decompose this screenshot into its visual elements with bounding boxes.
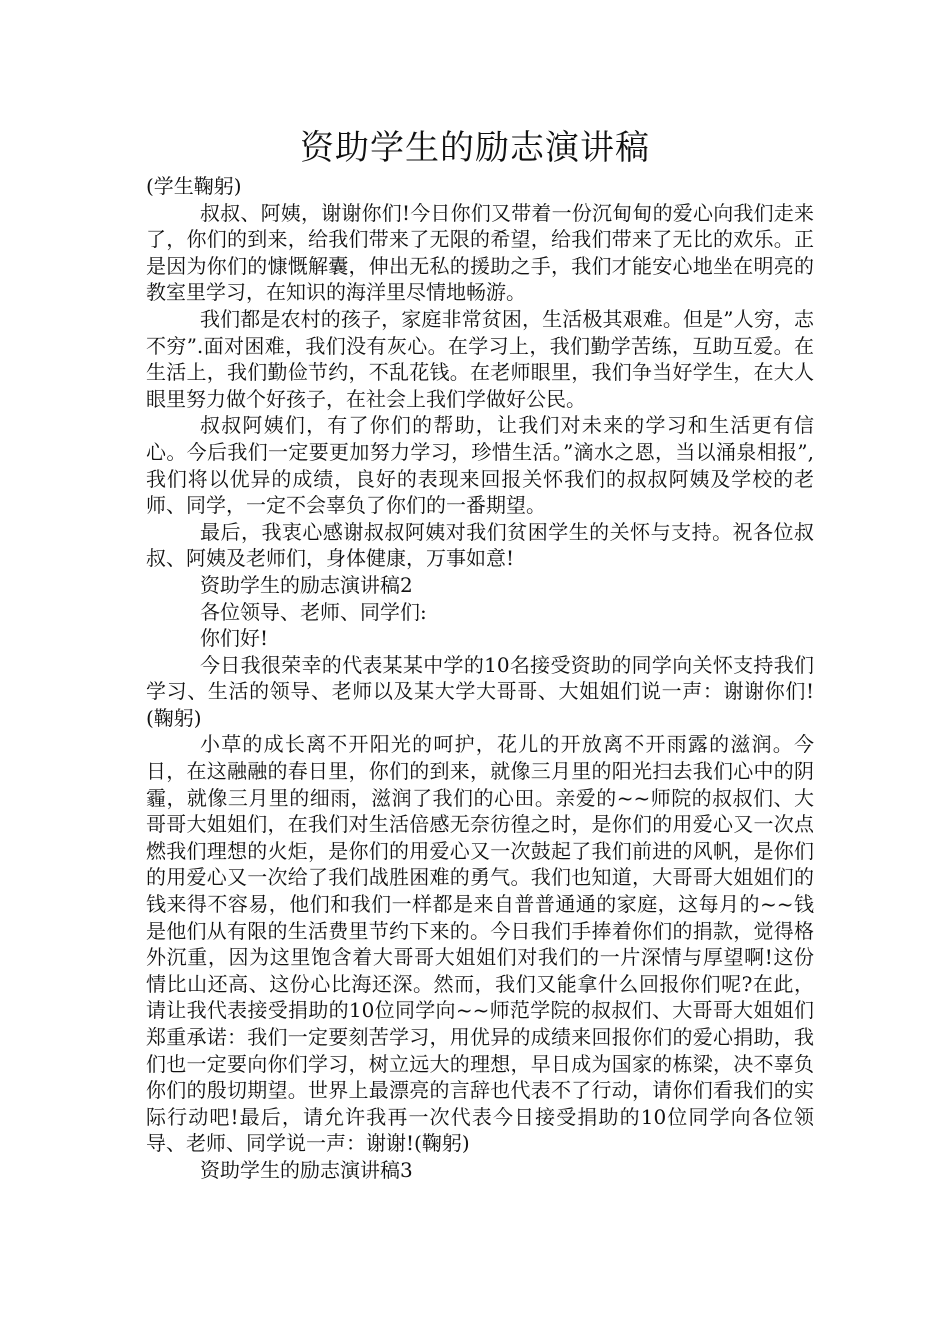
document-body (146, 173, 814, 1184)
paragraph: 我们都是农村的孩子，家庭非常贫困，生活极其艰难。但是”人穷，志不穷”.面对困难，我们没有灰心。在学习上，我们勤学苦练，互助互爱。在生活上，我们勤俭节约，不乱花钱。在老师眼里，我们争当好学生，在大人眼里努力做个好孩子，在社会上我们学做好公民。 (146, 306, 814, 411)
paragraph-stage-note: (学生鞠躬) (146, 174, 242, 198)
salutation: 各位领导、老师、同学们: (200, 599, 427, 624)
greeting: 你们好! (200, 626, 269, 651)
section-heading: 资助学生的励志演讲稿3 (200, 1157, 413, 1182)
section-heading: 资助学生的励志演讲稿2 (200, 572, 413, 597)
paragraph: 叔叔、阿姨，谢谢你们!今日你们又带着一份沉甸甸的爱心向我们走来了，你们的到来，给我们带来了无限的希望，给我们带来了无比的欢乐。正是因为你们的慷慨解囊，伸出无私的援助之手，我们才能安心地坐在明亮的教室里学习，在知识的海洋里尽情地畅游。 (146, 200, 814, 305)
paragraph: 今日我很荣幸的代表某某中学的10名接受资助的同学向关怀支持我们学习、生活的领导、老师以及某大学大哥哥、大姐姐们说一声：谢谢你们!(鞠躬) (146, 652, 814, 730)
paragraph: 最后，我衷心感谢叔叔阿姨对我们贫困学生的关怀与支持。祝各位叔叔、阿姨及老师们，身体健康，万事如意! (146, 519, 814, 571)
paragraph: 叔叔阿姨们，有了你们的帮助，让我们对未来的学习和生活更有信心。今后我们一定要更加努力学习，珍惜生活。”滴水之恩，当以涌泉相报”,我们将以优异的成绩，良好的表现来回报关怀我们的叔叔阿姨及学校的老师、同学，一定不会辜负了你们的一番期望。 (146, 413, 814, 518)
paragraph: 小草的成长离不开阳光的呵护，花儿的开放离不开雨露的滋润。今日，在这融融的春日里，你们的到来，就像三月里的阳光扫去我们心中的阴霾，就像三月里的细雨，滋润了我们的心田。亲爱的~~师院的叔叔们、大哥哥大姐姐们，在我们对生活倍感无奈彷徨之时，是你们的用爱心又一次点燃我们理想的火炬，是你们的用爱心又一次鼓起了我们前进的风帆，是你们的用爱心又一次给了我们战胜困难的勇气。我们也知道，大哥哥大姐姐们的钱来得不容易，他们和我们一样都是来自普普通通的家庭，这每月的~~钱是他们从有限的生活费里节约下来的。今日我们手捧着你们的捐款，觉得格外沉重，因为这里饱含着大哥哥大姐姐们对我们的一片深情与厚望啊!这份情比山还高、这份心比海还深。然而，我们又能拿什么回报你们呢?在此，请让我代表接受捐助的10位同学向~~师范学院的叔叔们、大哥哥大姐姐们郑重承诺：我们一定要刻苦学习，用优异的成绩来回报你们的爱心捐助，我们也一定要向你们学习，树立远大的理想，早日成为国家的栋梁，决不辜负你们的殷切期望。世界上最漂亮的言辞也代表不了行动，请你们看我们的实际行动吧!最后，请允许我再一次代表今日接受捐助的10位同学向各位领导、老师、同学说一声：谢谢!(鞠躬) (146, 732, 814, 1156)
document-title: 资助学生的励志演讲稿 (300, 128, 650, 168)
